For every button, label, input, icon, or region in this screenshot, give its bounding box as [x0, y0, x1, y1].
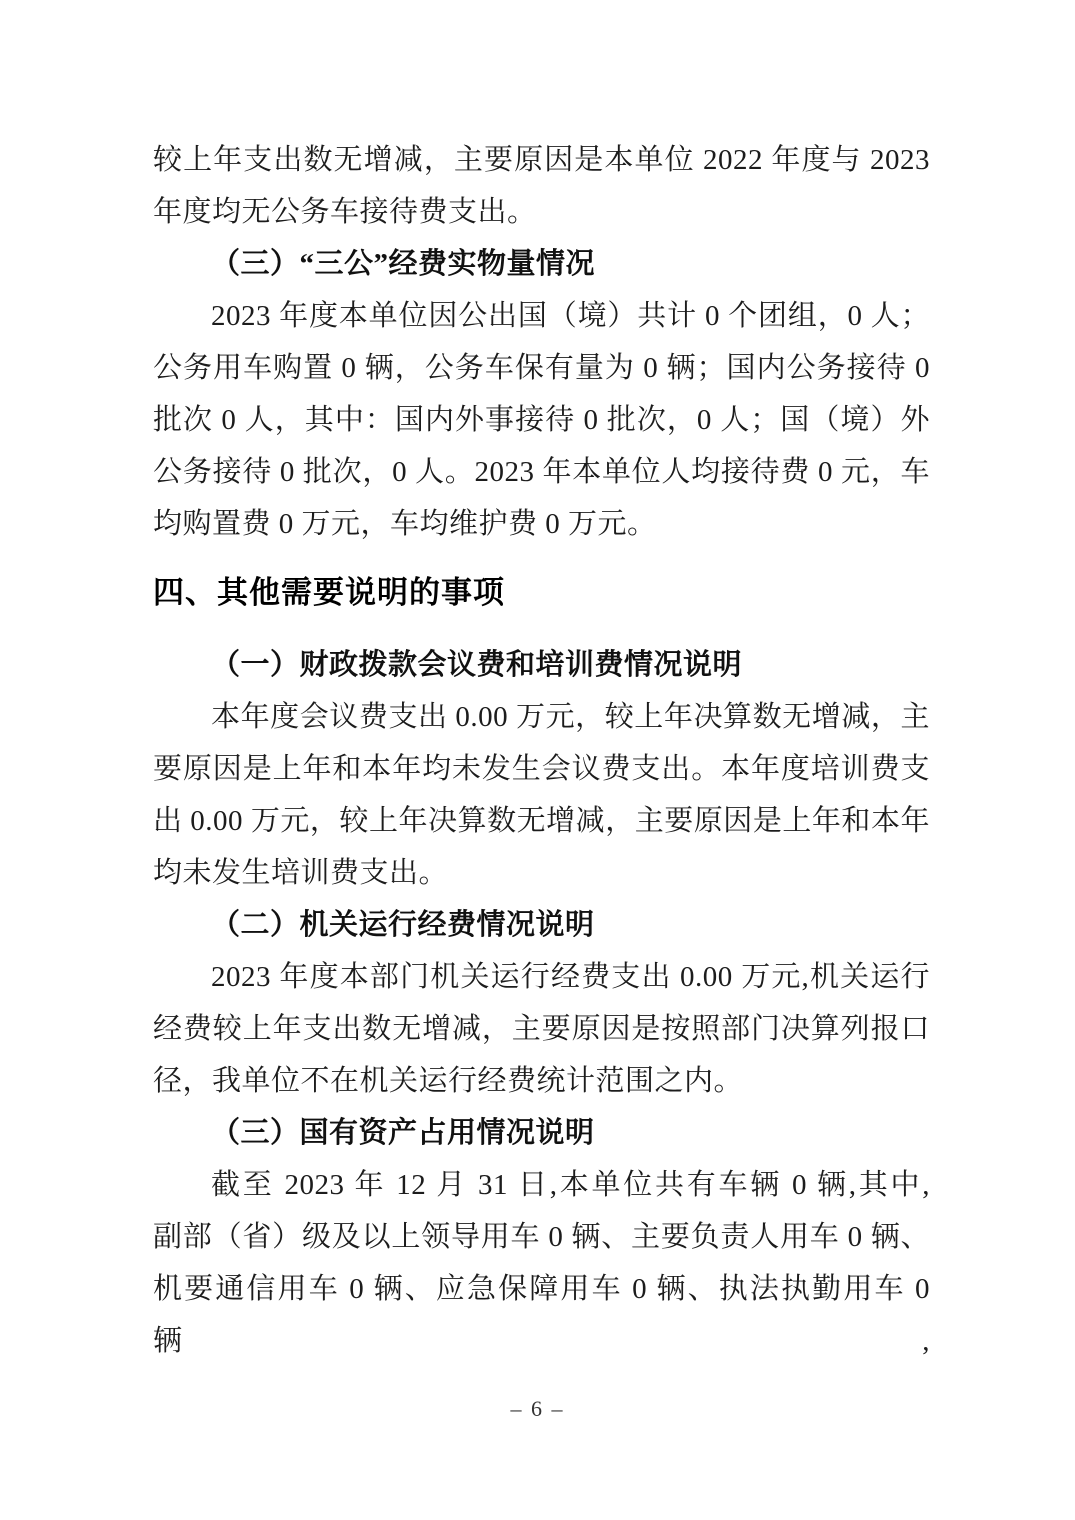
- body-line: 经费较上年支出数无增减，主要原因是按照部门决算列报口: [153, 1013, 930, 1045]
- subsection-heading-meeting-training-fee: （一）财政拨款会议费和培训费情况说明: [211, 649, 743, 681]
- body-line: 出 0.00 万元，较上年决算数无增减，主要原因是上年和本年: [153, 805, 930, 837]
- body-line: 均购置费 0 万元，车均维护费 0 万元。: [153, 508, 657, 540]
- body-line: 批次 0 人，其中：国内外事接待 0 批次，0 人；国（境）外: [153, 404, 930, 436]
- body-line: 公务接待 0 批次，0 人。2023 年本单位人均接待费 0 元，车: [153, 456, 930, 488]
- body-line: 径，我单位不在机关运行经费统计范围之内。: [153, 1065, 744, 1097]
- body-line: 2023 年度本单位因公出国（境）共计 0 个团组，0 人；: [211, 300, 930, 332]
- body-line: 要原因是上年和本年均未发生会议费支出。本年度培训费支: [153, 753, 930, 785]
- body-line: 均未发生培训费支出。: [153, 857, 449, 889]
- section-heading-other-matters: 四、其他需要说明的事项: [153, 575, 505, 610]
- body-line: 副部（省）级及以上领导用车 0 辆、主要负责人用车 0 辆、: [153, 1221, 930, 1253]
- body-line: 本年度会议费支出 0.00 万元，较上年决算数无增减，主: [211, 701, 930, 733]
- body-line: 年度均无公务车接待费支出。: [153, 196, 537, 228]
- page-number: – 6 –: [510, 1396, 565, 1421]
- subsection-heading-agency-operating-fee: （二）机关运行经费情况说明: [211, 909, 595, 941]
- subsection-heading-state-asset-occupancy: （三）国有资产占用情况说明: [211, 1117, 595, 1149]
- body-line: 2023 年度本部门机关运行经费支出 0.00 万元,机关运行: [211, 961, 930, 993]
- subsection-heading-three-public-physical: （三）“三公”经费实物量情况: [211, 248, 596, 280]
- body-line: 公务用车购置 0 辆，公务车保有量为 0 辆；国内公务接待 0: [153, 352, 930, 384]
- body-line: 机要通信用车 0 辆、应急保障用车 0 辆、执法执勤用车 0 辆,: [153, 1273, 930, 1357]
- body-line: 截至 2023 年 12 月 31 日,本单位共有车辆 0 辆,其中,: [211, 1169, 930, 1201]
- body-line: 较上年支出数无增减，主要原因是本单位 2022 年度与 2023: [153, 144, 930, 176]
